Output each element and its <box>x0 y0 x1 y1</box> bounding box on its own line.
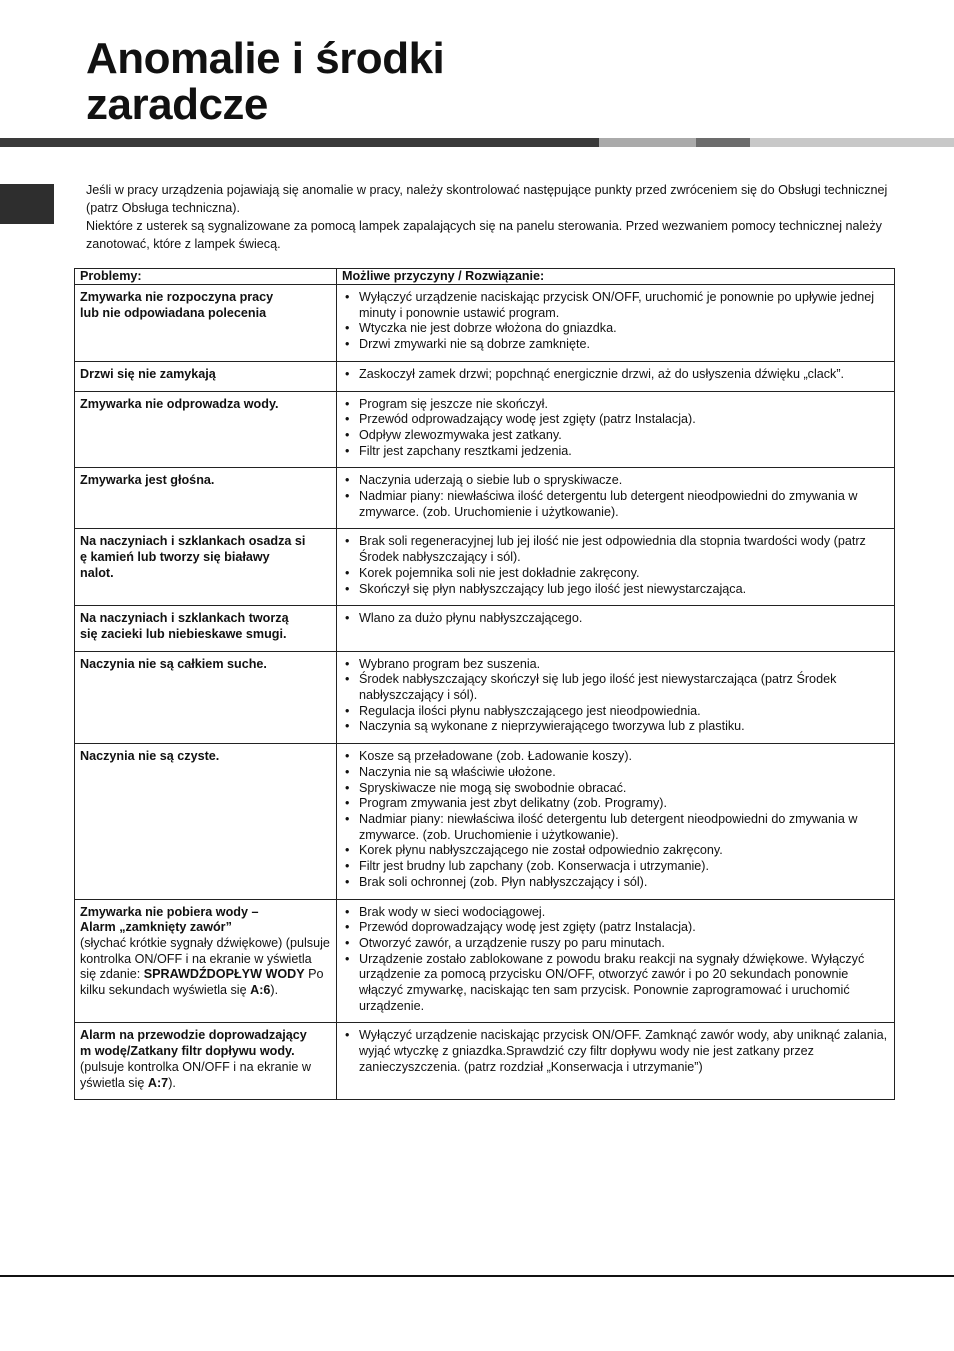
cause-item: • Zaskoczył zamek drzwi; popchnąć energicznie drzwi, aż do usłyszenia dźwięku „clack”. <box>342 367 888 383</box>
problem-line: ę kamień lub tworzy się białawy <box>80 550 270 565</box>
cause-item: • Kosze są przeładowane (zob. Ładowanie koszy). <box>342 749 888 765</box>
header-band-mid <box>696 138 750 147</box>
cause-item: • Otworzyć zawór, a urządzenie ruszy po paru minutach. <box>342 936 888 952</box>
problem-line: Alarm na przewodzie doprowadzający <box>80 1028 307 1043</box>
cause-item: • Wybrano program bez suszenia. <box>342 657 888 673</box>
intro-text <box>86 181 894 253</box>
problem-line: się zacieki lub niebieskawe smugi. <box>80 626 287 641</box>
problem-note <box>80 936 331 999</box>
problem-note-text: (słychać krótkie sygnały dźwiękowe) (pulsuje kontrolka ON/OFF i na ekranie w yświetla się zdanie: <box>80 935 330 982</box>
problem-note-text: (pulsuje kontrolka ON/OFF i na ekranie w yświetla się <box>80 1059 311 1090</box>
cause-item: • Urządzenie zostało zablokowane z powodu braku reakcji na sygnały dźwiękowe. Wyłączyć urządzenie za pomocą przycisku ON/OFF, otworzyć zawór i po 20 sekundach ponownie włączyć zmywarkę, naciskając ten sam przycisk. Ponownie zaprogramować i uruchomić urządzenie. <box>342 952 888 1015</box>
table-row <box>75 1023 895 1100</box>
causes-cell <box>337 651 895 744</box>
causes-list <box>342 657 888 736</box>
problem-line: Na naczyniach i szklankach tworzą <box>80 611 289 626</box>
cause-item: • Przewód odprowadzający wodę jest zgięty (patrz Instalacja). <box>342 412 888 428</box>
problem-line: Zmywarka nie odprowadza wody. <box>80 396 279 411</box>
causes-cell <box>337 391 895 468</box>
causes-cell <box>337 468 895 529</box>
intro-paragraph-1: Jeśli w pracy urządzenia pojawiają się anomalie w pracy, należy skontrolować następujące punkty przed zwróceniem się do Obsługi technicznej (patrz Obsługa techniczna). <box>86 183 888 215</box>
causes-list <box>342 905 888 1015</box>
problem-cell <box>75 606 337 651</box>
cause-item: • Wyłączyć urządzenie naciskając przycisk ON/OFF, uruchomić je ponownie po upływie jednej minuty i ponownie ustawić program. <box>342 290 888 321</box>
causes-list <box>342 473 888 520</box>
cause-item: • Wyłączyć urządzenie naciskając przycisk ON/OFF. Zamknąć zawór wody, aby uniknąć zalania, wyjąć wtyczkę z gniazdka.Sprawdzić czy filtr dopływu wody nie jest zatkany przez zanieczyszczenia. (patrz rozdział „Konserwacja i utrzymanie”) <box>342 1028 888 1075</box>
cause-item: • Brak wody w sieci wodociągowej. <box>342 905 888 921</box>
problem-line: lub nie odpowiadana polecenia <box>80 305 267 320</box>
header-band-light <box>599 138 696 147</box>
cause-item: • Program zmywania jest zbyt delikatny (zob. Programy). <box>342 796 888 812</box>
cause-item: • Środek nabłyszczający skończył się lub jego ilość jest niewystarczająca (patrz Środek nabłyszczający i sól). <box>342 672 888 703</box>
problem-line: Alarm „zamknięty zawór” <box>80 920 232 935</box>
problem-cell <box>75 651 337 744</box>
causes-cell <box>337 899 895 1023</box>
problem-cell <box>75 468 337 529</box>
language-tab-marker <box>0 184 54 224</box>
problem-cell <box>75 285 337 362</box>
cause-item: • Drzwi zmywarki nie są dobrze zamknięte. <box>342 337 888 353</box>
problem-cell <box>75 529 337 606</box>
cause-item: • Wtyczka nie jest dobrze włożona do gniazdka. <box>342 321 888 337</box>
causes-list <box>342 290 888 353</box>
table-row <box>75 285 895 362</box>
problem-note-text: ). <box>168 1075 176 1090</box>
cause-item: • Korek pojemnika soli nie jest dokładnie zakręcony. <box>342 566 888 582</box>
cause-item: • Program się jeszcze nie skończył. <box>342 397 888 413</box>
cause-item: • Spryskiwacze nie mogą się swobodnie obracać. <box>342 781 888 797</box>
causes-list <box>342 1028 888 1075</box>
table-row <box>75 606 895 651</box>
intro-paragraph-2: Niektóre z usterek są sygnalizowane za pomocą lampek zapalających się na panelu sterowania. Przed wezwaniem pomocy technicznej należy zanotować, które z lampek świecą. <box>86 219 882 251</box>
table-row <box>75 468 895 529</box>
header-problems: Problemy: <box>75 269 337 285</box>
problem-cell <box>75 744 337 899</box>
page-title <box>86 36 444 128</box>
table-row <box>75 361 895 391</box>
cause-item: • Brak soli ochronnej (zob. Płyn nabłyszczający i sól). <box>342 875 888 891</box>
problem-note <box>80 1060 331 1091</box>
problem-line: Zmywarka jest głośna. <box>80 473 215 488</box>
header-band-pale <box>750 138 954 147</box>
problem-note-text: ). <box>270 983 279 998</box>
causes-cell <box>337 529 895 606</box>
cause-item: • Regulacja ilości płynu nabłyszczającego jest nieodpowiednia. <box>342 704 888 720</box>
table-row <box>75 899 895 1023</box>
problem-cell <box>75 391 337 468</box>
header-causes: Możliwe przyczyny / Rozwiązanie: <box>337 269 895 285</box>
problem-line: Naczynia nie są czyste. <box>80 749 220 764</box>
page-title-line-1: Anomalie i środki <box>86 34 445 83</box>
table-row <box>75 651 895 744</box>
problem-line: m wodę/Zatkany filtr dopływu wody. <box>80 1044 295 1059</box>
cause-item: • Nadmiar piany: niewłaściwa ilość detergentu lub detergent nieodpowiedni do zmywania w zmywarce. (zob. Uruchomienie i użytkowanie). <box>342 812 888 843</box>
cause-item: • Przewód doprowadzający wodę jest zgięty (patrz Instalacja). <box>342 920 888 936</box>
causes-cell <box>337 285 895 362</box>
problem-line: Naczynia nie są całkiem suche. <box>80 656 267 671</box>
causes-list <box>342 611 888 627</box>
problem-line: nalot. <box>80 565 114 580</box>
causes-cell <box>337 606 895 651</box>
cause-item: • Naczynia są wykonane z nieprzywierającego tworzywa lub z plastiku. <box>342 719 888 735</box>
cause-item: • Korek płynu nabłyszczającego nie został odpowiednio zakręcony. <box>342 843 888 859</box>
cause-item: • Wlano za dużo płynu nabłyszczającego. <box>342 611 888 627</box>
troubleshooting-table <box>74 268 895 1100</box>
table-row <box>75 529 895 606</box>
problem-line: Na naczyniach i szklankach osadza si <box>80 534 306 549</box>
causes-cell <box>337 1023 895 1100</box>
problem-line: Zmywarka nie pobiera wody – <box>80 904 259 919</box>
cause-item: • Odpływ zlewozmywaka jest zatkany. <box>342 428 888 444</box>
problem-note-text: Po kilku sekundach wyświetla się <box>80 967 324 998</box>
cause-item: • Naczynia nie są właściwie ułożone. <box>342 765 888 781</box>
table-header-row <box>75 269 895 285</box>
cause-item: • Skończył się płyn nabłyszczający lub jego ilość jest niewystarczająca. <box>342 582 888 598</box>
causes-list <box>342 534 888 597</box>
problem-note-error-code: A:6 <box>250 983 271 998</box>
footer-rule <box>0 1275 954 1277</box>
causes-cell <box>337 744 895 899</box>
causes-cell <box>337 361 895 391</box>
cause-item: • Filtr jest zapchany resztkami jedzenia. <box>342 444 888 460</box>
problem-cell <box>75 1023 337 1100</box>
cause-item: • Naczynia uderzają o siebie lub o spryskiwacze. <box>342 473 888 489</box>
table-row <box>75 744 895 899</box>
causes-list <box>342 367 888 383</box>
cause-item: • Filtr jest brudny lub zapchany (zob. Konserwacja i utrzymanie). <box>342 859 888 875</box>
causes-list <box>342 397 888 460</box>
problem-line: Drzwi się nie zamykają <box>80 366 216 381</box>
problem-cell <box>75 899 337 1023</box>
problem-cell <box>75 361 337 391</box>
problem-line: Zmywarka nie rozpoczyna pracy <box>80 290 274 304</box>
causes-list <box>342 749 888 890</box>
cause-item: • Brak soli regeneracyjnej lub jej ilość nie jest odpowiednia dla stopnia twardości wody (patrz Środek nabłyszczający i sól). <box>342 534 888 565</box>
problem-note-display-message: SPRAWDŹDOPŁYW WODY <box>143 967 305 982</box>
table-row <box>75 391 895 468</box>
page-title-line-2: zaradcze <box>86 80 268 129</box>
problem-note-error-code: A:7 <box>147 1075 169 1090</box>
cause-item: • Nadmiar piany: niewłaściwa ilość detergentu lub detergent nieodpowiedni do zmywania w zmywarce. (zob. Uruchomienie i użytkowanie). <box>342 489 888 520</box>
header-band-dark <box>0 138 599 147</box>
